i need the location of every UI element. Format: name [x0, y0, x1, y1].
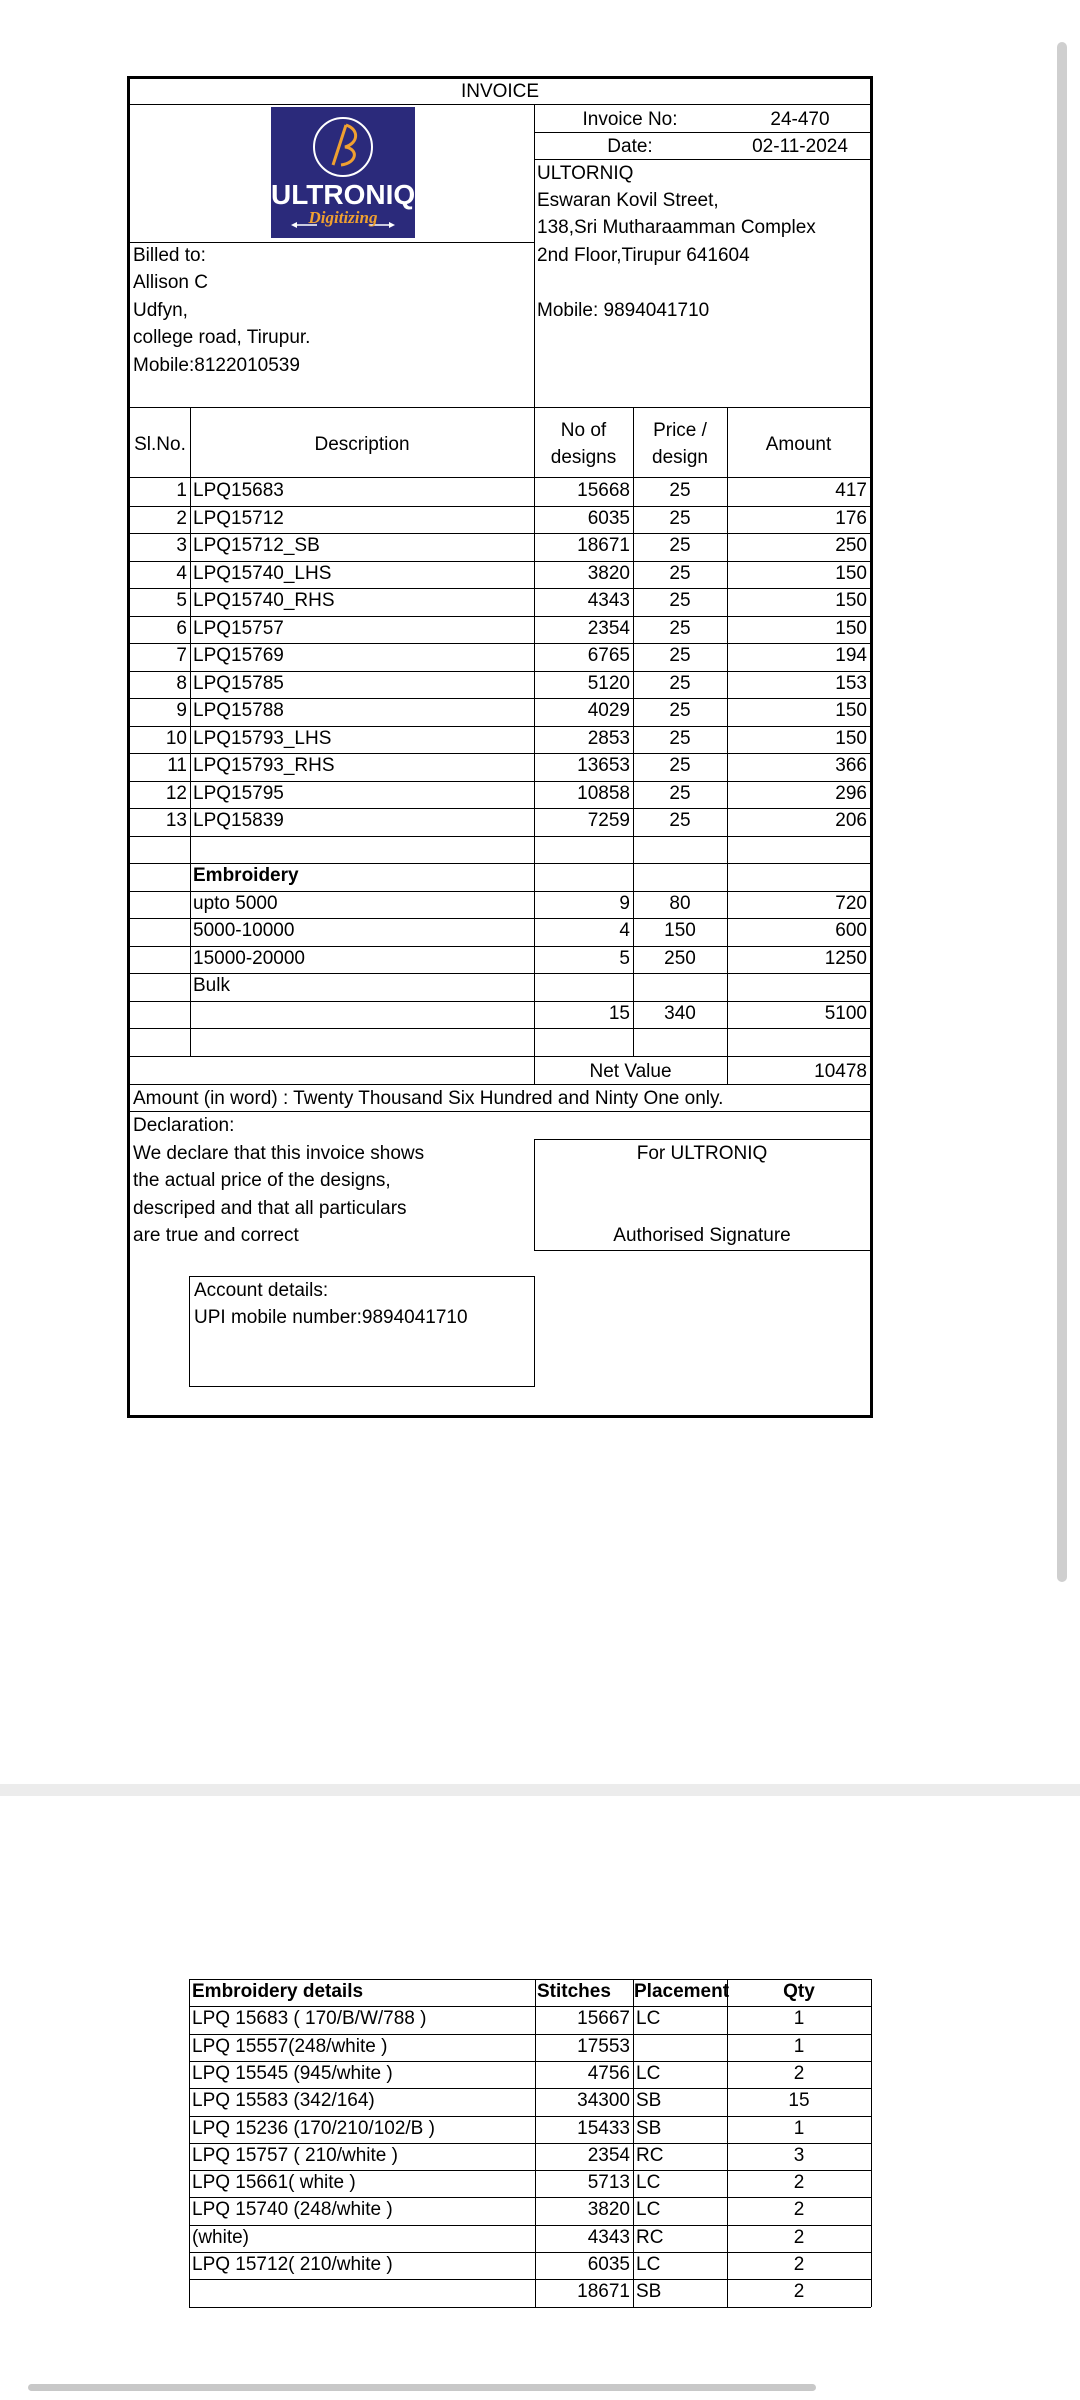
- divider: [130, 1111, 870, 1112]
- account-details-label: Account details:: [194, 1280, 329, 1301]
- row-slno: 9: [176, 700, 187, 721]
- row-description: LPQ15839: [193, 810, 284, 831]
- row-slno: 7: [176, 645, 187, 666]
- row-designs: 5: [619, 947, 630, 969]
- embroidery-heading: Embroidery: [193, 865, 299, 886]
- row-description: LPQ15793_RHS: [193, 755, 335, 776]
- emb-row-placement: LC: [636, 2062, 661, 2084]
- row-designs: 6035: [587, 507, 630, 529]
- page-separator: [0, 1784, 1080, 1796]
- row-price: 150: [664, 920, 696, 941]
- divider: [534, 407, 535, 1056]
- row-amount: 150: [835, 562, 867, 584]
- row-description: LPQ15769: [193, 645, 284, 666]
- row-description: LPQ15712: [193, 507, 284, 529]
- row-designs: 4: [619, 920, 630, 941]
- row-description: 5000-10000: [193, 920, 295, 941]
- row-amount: 417: [835, 480, 867, 501]
- ultroniq-logo: [271, 107, 415, 238]
- emb-header-qty: Qty: [783, 1981, 815, 2002]
- emb-row-details: LPQ 15661( white ): [192, 2172, 356, 2194]
- emb-row-details: LPQ 15712( 210/white ): [192, 2254, 393, 2275]
- row-slno: 6: [176, 617, 187, 639]
- header-designs-2: designs: [550, 447, 617, 468]
- row-slno: 3: [176, 535, 187, 556]
- emb-row-stitches: 18671: [577, 2281, 630, 2303]
- logo-brand: ULTRONIQ: [271, 179, 416, 210]
- row-price: 25: [669, 535, 691, 556]
- divider: [130, 1028, 870, 1029]
- row-designs: 7259: [587, 810, 630, 831]
- signature-for: For ULTRONIQ: [636, 1143, 768, 1164]
- row-price: 25: [669, 617, 691, 639]
- divider: [130, 407, 870, 408]
- emb-row-stitches: 5713: [587, 2172, 630, 2194]
- logo-tagline: Digitizing: [308, 208, 378, 227]
- row-slno: 12: [165, 782, 187, 804]
- emb-row-stitches: 17553: [577, 2035, 630, 2057]
- billed-to-line-2: college road, Tirupur.: [133, 327, 311, 348]
- declaration-label: Declaration:: [133, 1115, 235, 1136]
- header-slno: Sl.No.: [134, 434, 186, 455]
- row-slno: 4: [176, 562, 187, 584]
- divider: [189, 1979, 190, 2307]
- declaration-line-3: descriped and that all particulars: [133, 1198, 407, 1219]
- divider: [727, 1979, 728, 2307]
- emb-row-placement: RC: [636, 2226, 664, 2248]
- row-designs: 9: [619, 892, 630, 914]
- row-price: 25: [669, 562, 691, 584]
- emb-row-details: LPQ 15236 (170/210/102/B ): [192, 2117, 435, 2139]
- divider: [190, 407, 191, 1056]
- emb-row-placement: LC: [636, 2008, 661, 2030]
- seller-address-3: 2nd Floor,Tirupur 641604: [537, 245, 750, 266]
- row-amount: 720: [835, 892, 867, 914]
- invoice-title: INVOICE: [460, 81, 540, 102]
- row-slno: 2: [176, 507, 187, 529]
- emb-row-placement: SB: [636, 2281, 662, 2303]
- row-amount: 250: [835, 535, 867, 556]
- emb-header-details: Embroidery details: [192, 1981, 364, 2002]
- emb-row-stitches: 34300: [577, 2090, 630, 2112]
- emb-row-placement: SB: [636, 2090, 662, 2112]
- row-designs: 15668: [577, 480, 630, 501]
- row-price: 25: [669, 755, 691, 776]
- billed-to-line-1: Udfyn,: [133, 300, 188, 321]
- row-amount: 150: [835, 700, 867, 721]
- emb-row-qty: 3: [793, 2144, 805, 2166]
- row-designs: 4343: [587, 590, 630, 611]
- row-price: 25: [669, 590, 691, 611]
- emb-row-qty: 1: [793, 2035, 805, 2057]
- row-description: LPQ15683: [193, 480, 284, 501]
- emb-header-placement: Placement: [634, 1981, 730, 2002]
- emb-row-stitches: 6035: [587, 2254, 630, 2275]
- row-description: LPQ15793_LHS: [193, 727, 332, 749]
- divider: [871, 1979, 872, 2307]
- emb-row-details: LPQ 15683 ( 170/B/W/788 ): [192, 2008, 427, 2030]
- divider: [633, 407, 634, 1056]
- row-designs: 2853: [587, 727, 630, 749]
- seller-address-1: Eswaran Kovil Street,: [537, 190, 719, 211]
- row-price: 25: [669, 700, 691, 721]
- declaration-line-4: are true and correct: [133, 1225, 299, 1246]
- billed-to-mobile: Mobile:8122010539: [133, 355, 300, 376]
- emb-row-qty: 2: [793, 2281, 805, 2303]
- row-designs: 3820: [587, 562, 630, 584]
- row-description: Bulk: [193, 975, 230, 996]
- row-description: LPQ15757: [193, 617, 284, 639]
- emb-row-details: LPQ 15557(248/white ): [192, 2035, 388, 2057]
- row-description: 15000-20000: [193, 947, 305, 969]
- row-slno: 8: [176, 672, 187, 694]
- row-price: 25: [669, 727, 691, 749]
- emb-row-stitches: 3820: [587, 2199, 630, 2221]
- horizontal-scrollbar[interactable]: [28, 2384, 816, 2391]
- row-designs: 18671: [577, 535, 630, 556]
- emb-row-placement: LC: [636, 2199, 661, 2221]
- emb-row-stitches: 15667: [577, 2008, 630, 2030]
- header-amount: Amount: [765, 434, 832, 455]
- seller-mobile: Mobile: 9894041710: [537, 300, 710, 321]
- emb-row-qty: 2: [793, 2226, 805, 2248]
- emb-row-qty: 15: [788, 2090, 810, 2112]
- row-amount: 206: [835, 810, 867, 831]
- emb-row-details: (white): [192, 2226, 250, 2248]
- emb-row-qty: 2: [793, 2199, 805, 2221]
- row-price: 250: [664, 947, 696, 969]
- row-amount: 150: [835, 617, 867, 639]
- emb-row-qty: 1: [793, 2008, 805, 2030]
- emb-row-placement: LC: [636, 2254, 661, 2275]
- row-price: 25: [669, 645, 691, 666]
- seller-address-2: 138,Sri Mutharaamman Complex: [537, 217, 816, 238]
- divider: [727, 407, 728, 1056]
- vertical-scrollbar[interactable]: [1057, 42, 1067, 1582]
- row-description: LPQ15785: [193, 672, 284, 694]
- invoice-no-value: 24-470: [770, 109, 830, 130]
- row-amount: 296: [835, 782, 867, 804]
- row-amount: 150: [835, 727, 867, 749]
- row-slno: 1: [176, 480, 187, 501]
- divider: [130, 104, 870, 105]
- emb-row-placement: LC: [636, 2172, 661, 2194]
- row-slno: 13: [165, 810, 187, 831]
- signature-authorised: Authorised Signature: [613, 1225, 791, 1246]
- row-price: 340: [664, 1002, 696, 1024]
- row-slno: 11: [167, 755, 187, 776]
- divider: [534, 1250, 870, 1251]
- declaration-line-2: the actual price of the designs,: [133, 1170, 391, 1191]
- emb-row-qty: 1: [793, 2117, 805, 2139]
- row-price: 80: [669, 892, 691, 914]
- divider: [130, 836, 870, 837]
- date-label: Date:: [607, 136, 653, 157]
- emb-row-qty: 2: [793, 2254, 805, 2275]
- emb-row-details: LPQ 15583 (342/164): [192, 2090, 375, 2112]
- account-upi: UPI mobile number:9894041710: [194, 1307, 468, 1328]
- row-price: 25: [669, 672, 691, 694]
- amount-in-words: Amount (in word) : Twenty Thousand Six Hundred and Ninty One only.: [133, 1088, 724, 1109]
- emb-row-details: LPQ 15740 (248/white ): [192, 2199, 393, 2221]
- row-price: 25: [669, 507, 691, 529]
- row-description: upto 5000: [193, 892, 278, 914]
- emb-row-qty: 2: [793, 2172, 805, 2194]
- invoice-no-label: Invoice No:: [582, 109, 678, 130]
- net-value-label: Net Value: [589, 1061, 672, 1082]
- seller-name: ULTORNIQ: [537, 163, 634, 184]
- row-amount: 176: [835, 507, 867, 529]
- row-description: LPQ15740_LHS: [193, 562, 332, 584]
- emb-row-stitches: 15433: [577, 2117, 630, 2139]
- emb-row-stitches: 4343: [587, 2226, 630, 2248]
- emb-row-details: LPQ 15545 (945/white ): [192, 2062, 393, 2084]
- divider: [633, 1979, 634, 2307]
- divider: [189, 2307, 871, 2308]
- row-amount: 5100: [824, 1002, 867, 1024]
- row-designs: 5120: [587, 672, 630, 694]
- header-designs-1: No of: [560, 420, 607, 441]
- row-slno: 5: [176, 590, 187, 611]
- header-price-2: design: [652, 447, 708, 468]
- row-amount: 150: [835, 590, 867, 611]
- date-value: 02-11-2024: [752, 136, 848, 157]
- row-description: LPQ15788: [193, 700, 284, 721]
- row-designs: 10858: [577, 782, 630, 804]
- billed-to-name: Allison C: [133, 272, 208, 293]
- net-value: 10478: [814, 1061, 867, 1082]
- divider: [130, 1056, 870, 1057]
- divider: [535, 1979, 536, 2307]
- row-designs: 13653: [577, 755, 630, 776]
- declaration-line-1: We declare that this invoice shows: [133, 1143, 425, 1164]
- row-price: 25: [669, 782, 691, 804]
- row-price: 25: [669, 480, 691, 501]
- row-amount: 194: [835, 645, 867, 666]
- row-price: 25: [669, 810, 691, 831]
- billed-to-label: Billed to:: [133, 245, 206, 266]
- row-designs: 15: [608, 1002, 630, 1024]
- row-amount: 1250: [824, 947, 867, 969]
- row-description: LPQ15795: [193, 782, 284, 804]
- row-designs: 2354: [587, 617, 630, 639]
- emb-row-details: LPQ 15757 ( 210/white ): [192, 2144, 398, 2166]
- emb-row-qty: 2: [793, 2062, 805, 2084]
- emb-row-stitches: 4756: [587, 2062, 630, 2084]
- row-designs: 6765: [587, 645, 630, 666]
- divider: [130, 973, 870, 974]
- emb-row-stitches: 2354: [587, 2144, 630, 2166]
- row-amount: 600: [835, 920, 867, 941]
- row-amount: 153: [835, 672, 867, 694]
- emb-header-stitches: Stitches: [537, 1981, 611, 2002]
- row-designs: 4029: [587, 700, 630, 721]
- emb-row-placement: SB: [636, 2117, 662, 2139]
- row-description: LPQ15712_SB: [193, 535, 320, 556]
- row-amount: 366: [835, 755, 867, 776]
- emb-row-placement: RC: [636, 2144, 664, 2166]
- header-description: Description: [314, 434, 410, 455]
- header-price-1: Price /: [653, 420, 707, 441]
- row-slno: 10: [165, 727, 187, 749]
- row-description: LPQ15740_RHS: [193, 590, 335, 611]
